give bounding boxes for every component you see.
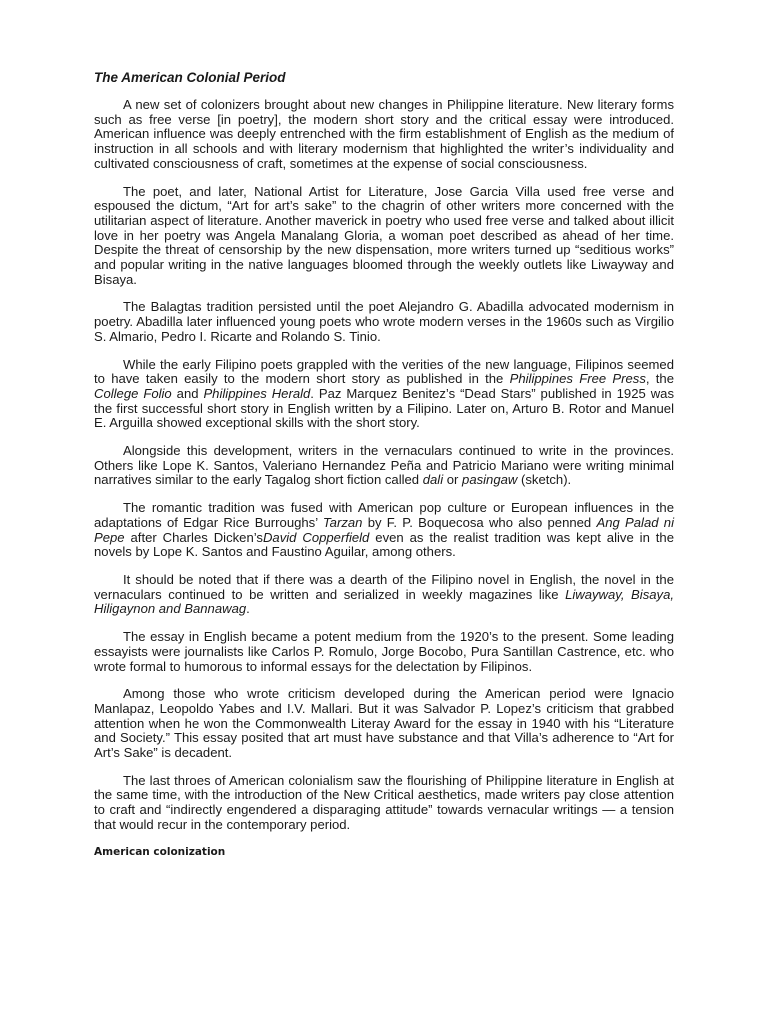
paragraph-text: . <box>246 601 250 617</box>
italic-text: Philippines Free Press <box>509 371 646 387</box>
italic-text: pasingaw <box>462 472 518 488</box>
paragraph-text: , the <box>645 371 674 387</box>
italic-text: Liwayway, Bisaya, Hiligaynon and Bannawag <box>94 586 674 617</box>
body-paragraph <box>94 300 674 344</box>
italic-text: College Folio <box>94 385 172 401</box>
italic-text: dali <box>422 472 444 488</box>
document-body <box>94 98 674 833</box>
paragraph-text: The last throes of American colonialism saw the flourishing of Philippine literature in English at the same time, with the introduction of the New Critical aesthetics, made writers pay close attention to craft and “indirectly engendered a disparaging attitude” towards vernacular writings — a tension that would recur in the contemporary period. <box>94 772 674 832</box>
body-paragraph <box>94 185 674 288</box>
body-paragraph <box>94 358 674 432</box>
body-paragraph <box>94 687 674 761</box>
document-title: The American Colonial Period <box>94 70 286 85</box>
paragraph-text: by F. P. Boquecosa who also penned <box>362 514 597 530</box>
body-paragraph <box>94 444 674 488</box>
italic-text: Tarzan <box>322 514 363 530</box>
body-paragraph <box>94 630 674 674</box>
italic-text: Philippines Herald <box>203 385 311 401</box>
paragraph-text: (sketch). <box>517 472 572 488</box>
section-label: American colonization <box>94 845 226 858</box>
paragraph-text: While the early Filipino poets grappled with the verities of the new language, Filipinos seemed to have taken easily to the modern short story as published in the <box>94 356 674 387</box>
paragraph-text: and <box>171 385 204 401</box>
body-paragraph <box>94 501 674 560</box>
paragraph-text: The poet, and later, National Artist for Literature, Jose Garcia Villa used free verse and espoused the dictum, “Art for art’s sake” to the chagrin of other writers more concerned with the utilitarian aspect of literature. Another maverick in poetry who used free verse and talked about illicit love in her poetry was Angela Manalang Gloria, a woman poet described as ahead of her time. Despite the threat of censorship by the new dispensation, more writers turned up “seditious works” and popular writing in the native languages bloomed through the weekly outlets like Liwayway and Bisaya. <box>94 183 674 287</box>
paragraph-text: It should be noted that if there was a dearth of the Filipino novel in English, the novel in the vernaculars continued to be written and serialized in weekly magazines like <box>94 571 674 602</box>
paragraph-text: Alongside this development, writers in the vernaculars continued to write in the provinces. Others like Lope K. Santos, Valeriano Hernandez Peña and Patricio Mariano were writing minimal narratives similar to the early Tagalog short fiction called <box>94 443 674 488</box>
paragraph-text: The Balagtas tradition persisted until the poet Alejandro G. Abadilla advocated modernism in poetry. Abadilla later influenced young poets who wrote modern verses in the 1960s such as Virgilio S. Almario, Pedro I. Ricarte and Rolando S. Tinio. <box>94 299 674 344</box>
paragraph-text: A new set of colonizers brought about new changes in Philippine literature. New literary forms such as free verse [in poetry], the modern short story and the critical essay were introduced. American influence was deeply entrenched with the firm establishment of English as the medium of instruction in all schools and with literary modernism that highlighted the writer’s individuality and cultivated consciousness of craft, sometimes at the expense of social consciousness. <box>94 97 674 171</box>
paragraph-text: . Paz Marquez Benitez’s “Dead Stars” published in 1925 was the first successful short story in English written by a Filipino. Later on, Arturo B. Rotor and Manuel E. Arguilla showed exceptional skills with the short story. <box>94 385 675 431</box>
body-paragraph <box>94 774 674 833</box>
paragraph-text: even as the realist tradition was kept alive in the novels by Lope K. Santos and Faustino Aguilar, among others. <box>94 529 674 560</box>
paragraph-text: The romantic tradition was fused with American pop culture or European influences in the adaptations of Edgar Rice Burroughs’ <box>94 500 674 530</box>
paragraph-text: or <box>443 472 463 488</box>
document-page <box>94 70 674 858</box>
body-paragraph <box>94 98 674 172</box>
paragraph-text: Among those who wrote criticism developed during the American period were Ignacio Manlapaz, Leopoldo Yabes and I.V. Mallari. But it was Salvador P. Lopez’s criticism that grabbed attention when he won the Commonwealth Literay Award for the essay in 1940 with his “Literature and Society.” This essay posited that art must have substance and that Villa’s adherence to “Art for Art’s Sake” is decadent. <box>94 686 674 761</box>
italic-text: David Copperfield <box>262 529 370 545</box>
body-paragraph <box>94 573 674 617</box>
paragraph-text: The essay in English became a potent medium from the 1920’s to the present. Some leading essayists were journalists like Carlos P. Romulo, Jorge Bocobo, Pura Santillan Castrence, etc. who wrote formal to humorous to informal essays for the delectation by Filipinos. <box>94 629 674 674</box>
paragraph-text: after Charles Dicken’s <box>124 529 263 545</box>
italic-text: Ang Palad ni Pepe <box>94 514 674 545</box>
